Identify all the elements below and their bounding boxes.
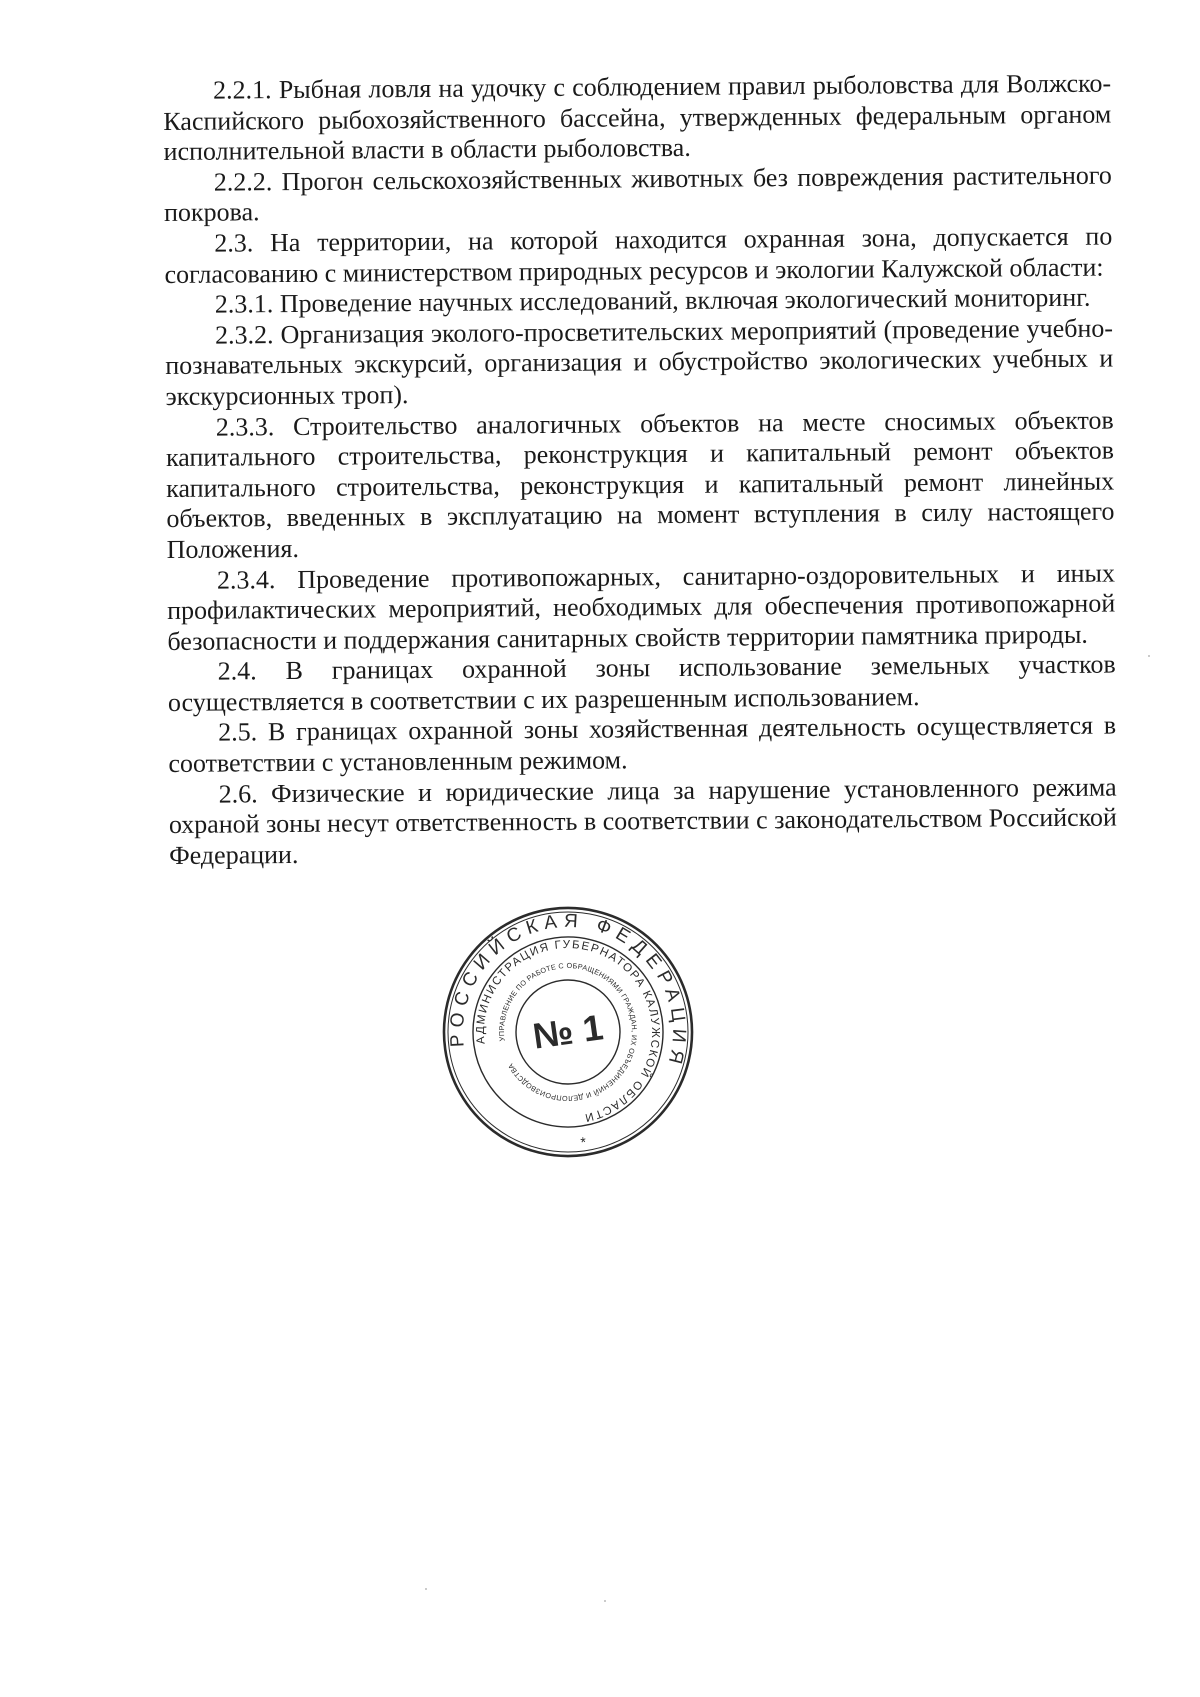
paragraph-2-2-2: 2.2.2. Прогон сельскохозяйственных животных без повреждения растительного покрова. [163,160,1112,228]
paragraph-2-4: 2.4. В границах охранной зоны использование земельных участков осуществляется в соответствии с их разрешенным использованием. [167,649,1116,717]
paragraph-2-5: 2.5. В границах охранной зоны хозяйственная деятельность осуществляется в соответствии с установленным режимом. [168,711,1117,779]
paragraph-2-3-4: 2.3.4. Проведение противопожарных, санитарно-оздоровительных и иных профилактических мероприятий, необходимых для обеспечения противопожарной безопасности и поддержания санитарных свойств территории памятника природы. [167,558,1116,656]
scan-speck [425,1588,427,1590]
seal-star-icon: * [579,1133,588,1151]
paragraph-2-3-1: 2.3.1. Проведение научных исследований, включая экологический мониторинг. [214,282,1091,319]
paragraph-2-3: 2.3. На территории, на которой находится охранная зона, допускается по согласованию с министерством природных ресурсов и экологии Калужской области: [164,221,1113,289]
paragraph-2-3-2: 2.3.2. Организация эколого-просветительских мероприятий (проведение учебно-познавательных экскурсий, организация и обустройство экологических учебных и экскурсионных троп). [165,313,1114,411]
paragraph-2-2-1: 2.2.1. Рыбная ловля на удочку с соблюдением правил рыболовства для Волжско-Каспийского рыбохозяйственного бассейна, утвержденных федеральным органом исполнительной власти в области рыболовства. [163,68,1112,167]
official-seal-stamp [438,902,698,1162]
scan-speck [1148,655,1150,657]
paragraph-2-3-3: 2.3.3. Строительство аналогичных объектов на месте сносимых объектов капитального строительства, реконструкция и капитальный ремонт объектов капитального строительства, реконструкция и капитальный ремонт линейных объектов, введенных в эксплуатацию на момент вступления в силу настоящего Положения. [165,405,1115,564]
paragraph-2-6: 2.6. Физические и юридические лица за нарушение установленного режима охраной зоны несут ответственность в соответствии с законодательством Российской Федерации. [168,772,1117,870]
seal-middle-text: АДМИНИСТРАЦИЯ ГУБЕРНАТОРА КАЛУЖСКОЙ ОБЛАСТИ [474,938,662,1124]
seal-number: № 1 [530,1006,606,1057]
document-body [163,69,1117,872]
seal-outer-text: РОССИЙСКАЯ ФЕДЕРАЦИЯ [446,910,690,1072]
scan-speck [604,1600,606,1602]
seal-inner-text: УПРАВЛЕНИЕ ПО РАБОТЕ С ОБРАЩЕНИЯМИ ГРАЖДАН, ИХ ОБЪЕДИНЕНИЙ И ДЕЛОПРОИЗВОДСТВА [496,960,640,1104]
